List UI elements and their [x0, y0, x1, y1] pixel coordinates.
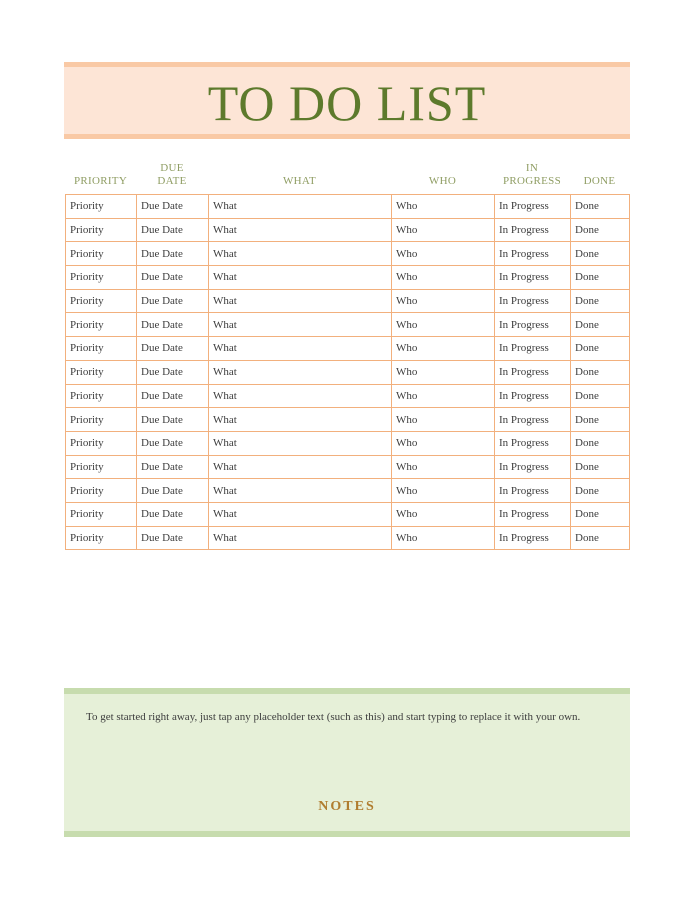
header-what-label: WHAT	[283, 175, 316, 187]
done-cell[interactable]: Done	[571, 313, 630, 337]
header-done	[570, 175, 629, 188]
header-who-label: WHO	[428, 175, 457, 187]
done-cell[interactable]: Done	[571, 242, 630, 266]
due-date-cell[interactable]: Due Date	[137, 408, 209, 432]
what-cell[interactable]: What	[209, 408, 392, 432]
table-row	[66, 431, 630, 455]
table-row	[66, 218, 630, 242]
priority-cell[interactable]: Priority	[66, 289, 137, 313]
who-cell[interactable]: Who	[392, 408, 495, 432]
in-progress-cell[interactable]: In Progress	[495, 289, 571, 313]
priority-cell[interactable]: Priority	[66, 195, 137, 219]
due-date-cell[interactable]: Due Date	[137, 242, 209, 266]
who-cell[interactable]: Who	[392, 218, 495, 242]
who-cell[interactable]: Who	[392, 384, 495, 408]
due-date-cell[interactable]: Due Date	[137, 360, 209, 384]
header-in-progress	[494, 162, 570, 188]
what-cell[interactable]: What	[209, 195, 392, 219]
in-progress-cell[interactable]: In Progress	[495, 526, 571, 550]
header-done-label: DONE	[583, 175, 616, 187]
priority-cell[interactable]: Priority	[66, 384, 137, 408]
done-cell[interactable]: Done	[571, 289, 630, 313]
table-row	[66, 360, 630, 384]
header-in-progress-line1: IN	[525, 162, 539, 174]
todo-table	[65, 194, 630, 550]
due-date-cell[interactable]: Due Date	[137, 289, 209, 313]
priority-cell[interactable]: Priority	[66, 313, 137, 337]
in-progress-cell[interactable]: In Progress	[495, 242, 571, 266]
what-cell[interactable]: What	[209, 266, 392, 290]
due-date-cell[interactable]: Due Date	[137, 526, 209, 550]
header-in-progress-line2: PROGRESS	[502, 175, 562, 187]
what-cell[interactable]: What	[209, 479, 392, 503]
due-date-cell[interactable]: Due Date	[137, 313, 209, 337]
who-cell[interactable]: Who	[392, 289, 495, 313]
title-banner	[64, 62, 630, 139]
due-date-cell[interactable]: Due Date	[137, 384, 209, 408]
table-row	[66, 289, 630, 313]
done-cell[interactable]: Done	[571, 455, 630, 479]
what-cell[interactable]: What	[209, 360, 392, 384]
priority-cell[interactable]: Priority	[66, 479, 137, 503]
in-progress-cell[interactable]: In Progress	[495, 360, 571, 384]
in-progress-cell[interactable]: In Progress	[495, 195, 571, 219]
done-cell[interactable]: Done	[571, 384, 630, 408]
done-cell[interactable]: Done	[571, 218, 630, 242]
header-priority-label: PRIORITY	[73, 175, 128, 187]
what-cell[interactable]: What	[209, 431, 392, 455]
table-row	[66, 195, 630, 219]
what-cell[interactable]: What	[209, 502, 392, 526]
in-progress-cell[interactable]: In Progress	[495, 313, 571, 337]
who-cell[interactable]: Who	[392, 431, 495, 455]
done-cell[interactable]: Done	[571, 526, 630, 550]
what-cell[interactable]: What	[209, 337, 392, 361]
table-row	[66, 408, 630, 432]
who-cell[interactable]: Who	[392, 337, 495, 361]
priority-cell[interactable]: Priority	[66, 431, 137, 455]
header-due-date-line1: DUE	[160, 162, 184, 174]
what-cell[interactable]: What	[209, 526, 392, 550]
in-progress-cell[interactable]: In Progress	[495, 266, 571, 290]
table-row	[66, 502, 630, 526]
table-row	[66, 384, 630, 408]
due-date-cell[interactable]: Due Date	[137, 455, 209, 479]
in-progress-cell[interactable]: In Progress	[495, 337, 571, 361]
what-cell[interactable]: What	[209, 455, 392, 479]
who-cell[interactable]: Who	[392, 360, 495, 384]
priority-cell[interactable]: Priority	[66, 242, 137, 266]
table-row	[66, 479, 630, 503]
header-priority	[65, 175, 136, 188]
in-progress-cell[interactable]: In Progress	[495, 408, 571, 432]
in-progress-cell[interactable]: In Progress	[495, 479, 571, 503]
table-row	[66, 337, 630, 361]
priority-cell[interactable]: Priority	[66, 337, 137, 361]
priority-cell[interactable]: Priority	[66, 502, 137, 526]
who-cell[interactable]: Who	[392, 242, 495, 266]
who-cell[interactable]: Who	[392, 502, 495, 526]
notes-panel	[64, 688, 630, 837]
header-due-date	[136, 162, 208, 188]
header-due-date-line2: DATE	[157, 175, 187, 187]
header-who	[391, 175, 494, 188]
priority-cell[interactable]: Priority	[66, 266, 137, 290]
done-cell[interactable]: Done	[571, 479, 630, 503]
done-cell[interactable]: Done	[571, 502, 630, 526]
priority-cell[interactable]: Priority	[66, 455, 137, 479]
due-date-cell[interactable]: Due Date	[137, 431, 209, 455]
who-cell[interactable]: Who	[392, 479, 495, 503]
priority-cell[interactable]: Priority	[66, 218, 137, 242]
due-date-cell[interactable]: Due Date	[137, 266, 209, 290]
table-row	[66, 242, 630, 266]
table-row	[66, 526, 630, 550]
who-cell[interactable]: Who	[392, 313, 495, 337]
notes-heading: NOTES	[318, 799, 376, 814]
who-cell[interactable]: Who	[392, 526, 495, 550]
in-progress-cell[interactable]: In Progress	[495, 218, 571, 242]
what-cell[interactable]: What	[209, 289, 392, 313]
done-cell[interactable]: Done	[571, 408, 630, 432]
who-cell[interactable]: Who	[392, 455, 495, 479]
done-cell[interactable]: Done	[571, 266, 630, 290]
done-cell[interactable]: Done	[571, 337, 630, 361]
who-cell[interactable]: Who	[392, 266, 495, 290]
notes-body[interactable]: To get started right away, just tap any placeholder text (such as this) and start typing to replace it with your own.	[86, 711, 581, 723]
what-cell[interactable]: What	[209, 242, 392, 266]
page-title[interactable]: TO DO LIST	[207, 74, 487, 131]
what-cell[interactable]: What	[209, 218, 392, 242]
done-cell[interactable]: Done	[571, 431, 630, 455]
done-cell[interactable]: Done	[571, 360, 630, 384]
table-row	[66, 266, 630, 290]
due-date-cell[interactable]: Due Date	[137, 218, 209, 242]
done-cell[interactable]: Done	[571, 195, 630, 219]
header-what	[208, 175, 391, 188]
priority-cell[interactable]: Priority	[66, 360, 137, 384]
due-date-cell[interactable]: Due Date	[137, 195, 209, 219]
in-progress-cell[interactable]: In Progress	[495, 384, 571, 408]
in-progress-cell[interactable]: In Progress	[495, 502, 571, 526]
table-row	[66, 313, 630, 337]
todo-table-body	[66, 195, 630, 550]
in-progress-cell[interactable]: In Progress	[495, 431, 571, 455]
due-date-cell[interactable]: Due Date	[137, 337, 209, 361]
due-date-cell[interactable]: Due Date	[137, 479, 209, 503]
what-cell[interactable]: What	[209, 313, 392, 337]
due-date-cell[interactable]: Due Date	[137, 502, 209, 526]
column-headers	[65, 152, 629, 192]
priority-cell[interactable]: Priority	[66, 526, 137, 550]
who-cell[interactable]: Who	[392, 195, 495, 219]
table-row	[66, 455, 630, 479]
in-progress-cell[interactable]: In Progress	[495, 455, 571, 479]
what-cell[interactable]: What	[209, 384, 392, 408]
priority-cell[interactable]: Priority	[66, 408, 137, 432]
